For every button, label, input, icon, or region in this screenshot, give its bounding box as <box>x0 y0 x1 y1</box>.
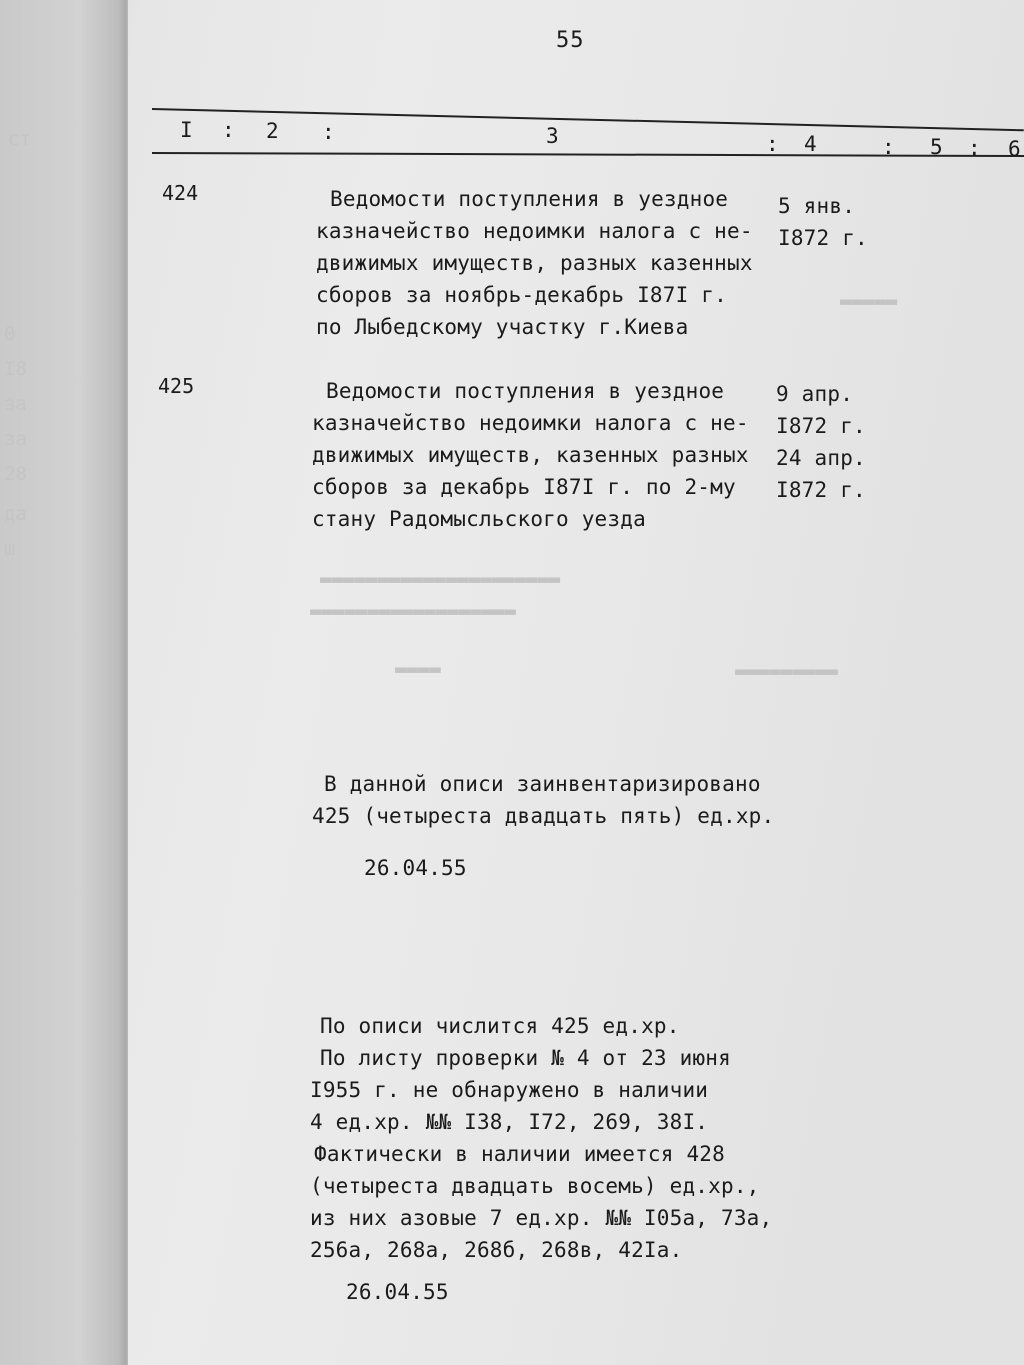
column-header-2: 2 <box>266 119 279 143</box>
check-note-line: из них азовые 7 ед.хр. №№ I05а, 73а, <box>310 1206 773 1230</box>
bleed-through-mark: за <box>4 393 27 415</box>
column-separator: : <box>882 135 895 159</box>
column-separator: : <box>222 118 235 142</box>
check-note-line: I955 г. не обнаружено в наличии <box>310 1078 709 1102</box>
bleed-through-mark: ш <box>4 538 16 560</box>
entry-dates <box>778 190 868 254</box>
bleed-through-mark: да <box>4 503 27 525</box>
column-header-5: 5 <box>930 135 943 159</box>
entry-description <box>312 375 749 535</box>
check-note-line: (четыреста двадцать восемь) ед.хр., <box>310 1174 760 1198</box>
page-binding-edge <box>0 0 128 1365</box>
bleed-through-mark: 0 <box>4 323 16 345</box>
header-top-rule <box>152 108 1024 131</box>
inventory-note-line: В данной описи заинвентаризировано <box>324 772 761 796</box>
entry-description-line: сборов за декабрь I87I г. по 2-му <box>312 475 736 499</box>
column-separator: : <box>766 132 779 156</box>
entry-date-line: I872 г. <box>776 414 866 438</box>
column-header-3: 3 <box>546 124 559 148</box>
bleed-through-mark: ▬▬▬▬▬▬▬▬▬▬▬▬▬▬▬▬▬▬▬▬▬ <box>320 568 561 590</box>
column-header-6: 6 <box>1008 137 1021 161</box>
entry-date-line: 5 янв. <box>778 194 856 218</box>
inventory-note-date: 26.04.55 <box>364 856 467 880</box>
check-note <box>310 1010 772 1266</box>
check-note-line: 256а, 268а, 268б, 268в, 42Iа. <box>310 1238 683 1262</box>
column-header-4: 4 <box>804 132 817 156</box>
entry-description-line: по Лыбедскому участку г.Киева <box>316 315 689 339</box>
bleed-through-mark: I8 <box>4 358 27 380</box>
column-header-1: I <box>180 118 193 142</box>
entry-description-line: казначейство недоимки налога с не- <box>316 219 753 243</box>
check-note-line: По листу проверки № 4 от 23 июня <box>320 1046 731 1070</box>
entry-description-line: движимых имуществ, казенных разных <box>312 443 749 467</box>
entry-date-line: I872 г. <box>776 478 866 502</box>
entry-number: 424 <box>162 181 199 205</box>
bleed-through-mark: за <box>4 428 27 450</box>
entry-number: 425 <box>158 374 195 398</box>
check-note-line: По описи числится 425 ед.хр. <box>320 1014 680 1038</box>
inventory-note <box>312 768 774 832</box>
entry-description-line: стану Радомысльского уезда <box>312 507 646 531</box>
bleed-through-mark: ▬▬▬▬▬▬▬▬▬▬▬▬▬▬▬▬▬▬ <box>310 600 516 622</box>
column-separator: : <box>968 136 981 160</box>
entry-date-line: I872 г. <box>778 226 868 250</box>
inventory-note-line: 425 (четыреста двадцать пять) ед.хр. <box>312 804 775 828</box>
entry-description-line: сборов за ноябрь-декабрь I87I г. <box>316 283 727 307</box>
check-note-line: Фактически в наличии имеется 428 <box>314 1142 725 1166</box>
column-separator: : <box>322 120 335 144</box>
entry-description-line: Ведомости поступления в уездное <box>326 379 725 403</box>
check-note-line: 4 ед.хр. №№ I38, I72, 269, 38I. <box>310 1110 709 1134</box>
bleed-through-mark: ▬▬▬▬▬ <box>840 290 898 312</box>
bleed-through-mark: ст <box>8 128 31 150</box>
entry-description <box>316 183 753 343</box>
bleed-through-mark: ▬▬▬▬▬▬▬▬▬ <box>735 660 838 682</box>
bleed-through-mark: 28 <box>4 463 27 485</box>
entry-description-line: Ведомости поступления в уездное <box>330 187 729 211</box>
entry-description-line: движимых имуществ, разных казенных <box>316 251 753 275</box>
bleed-through-mark: ▬▬▬▬ <box>395 658 441 680</box>
entry-description-line: казначейство недоимки налога с не- <box>312 411 749 435</box>
page-number: 55 <box>556 28 585 53</box>
entry-dates <box>776 378 866 506</box>
check-note-date: 26.04.55 <box>346 1280 449 1304</box>
entry-date-line: 24 апр. <box>776 446 866 470</box>
entry-date-line: 9 апр. <box>776 382 854 406</box>
